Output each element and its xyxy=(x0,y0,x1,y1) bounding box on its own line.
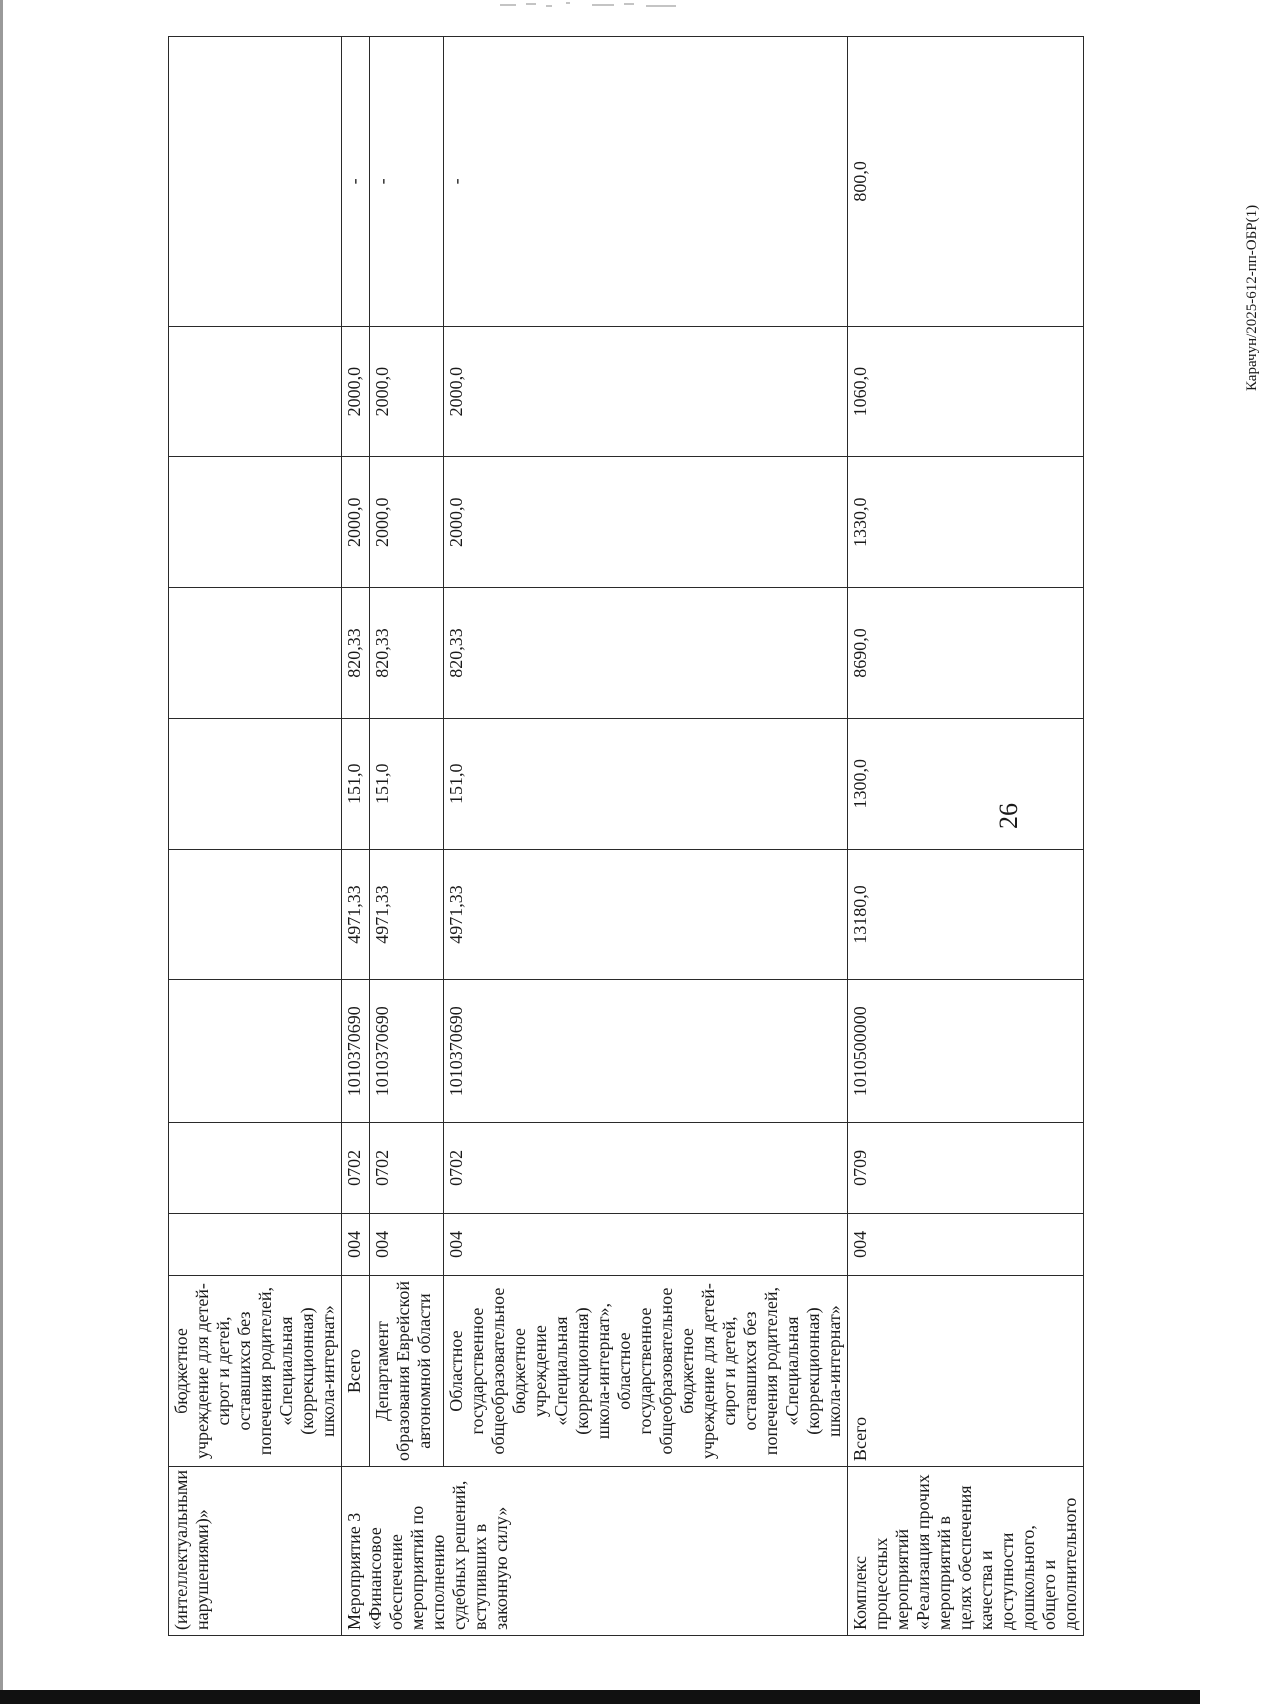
cell-value-3: 820,33 xyxy=(342,588,370,719)
cell-value-2: 151,0 xyxy=(444,718,848,849)
document-footer-code: Карачун/2025-612-пп-ОБР(1) xyxy=(1244,204,1260,391)
cell-value-1: 4971,33 xyxy=(370,849,444,980)
cell-value-3: 820,33 xyxy=(444,588,848,719)
table-row xyxy=(848,37,1084,1636)
cell-value-4: 2000,0 xyxy=(370,457,444,588)
cell-rzpr xyxy=(169,1123,342,1214)
cell-value-1: 4971,33 xyxy=(342,849,370,980)
cell-grbs xyxy=(169,1213,342,1275)
cell-csr: 1010370690 xyxy=(370,980,444,1123)
scan-edge-bottom xyxy=(0,1690,1200,1704)
cell-grbs: 004 xyxy=(342,1213,370,1275)
cell-grbs: 004 xyxy=(848,1213,1084,1275)
cell-executor: Департамент образования Еврейской автономной области xyxy=(370,1276,444,1467)
scan-edge-left xyxy=(0,0,3,1704)
cell-csr: 1010370690 xyxy=(444,980,848,1123)
cell-value-1: 13180,0 xyxy=(848,849,1084,980)
cell-value-6 xyxy=(169,37,342,327)
cell-value-6: - xyxy=(444,37,848,327)
cell-value-5: 2000,0 xyxy=(342,326,370,457)
cell-rzpr: 0709 xyxy=(848,1123,1084,1214)
cell-value-4: 1330,0 xyxy=(848,457,1084,588)
cell-value-5: 1060,0 xyxy=(848,326,1084,457)
cell-value-1: 4971,33 xyxy=(444,849,848,980)
cell-csr: 1010500000 xyxy=(848,980,1084,1123)
cell-rzpr: 0702 xyxy=(342,1123,370,1214)
cell-value-5: 2000,0 xyxy=(444,326,848,457)
cell-value-2: 151,0 xyxy=(342,718,370,849)
cell-value-3: 8690,0 xyxy=(848,588,1084,719)
cell-value-2: 1300,0 xyxy=(848,718,1084,849)
cell-value-3: 820,33 xyxy=(370,588,444,719)
cell-executor: бюджетное учреждение для детей-сирот и детей, оставшихся без попечения родителей, «Специальная (коррекционная) школа-интернат» xyxy=(169,1276,342,1467)
cell-value-5: 2000,0 xyxy=(370,326,444,457)
scan-noise xyxy=(496,0,686,12)
cell-name: Комплекс процессных мероприятий «Реализация прочих мероприятий в целях обеспечения качества и доступности дошкольного, общего и дополнительного xyxy=(848,1467,1084,1636)
cell-rzpr: 0702 xyxy=(370,1123,444,1214)
cell-value-3 xyxy=(169,588,342,719)
cell-value-2 xyxy=(169,718,342,849)
budget-table xyxy=(168,36,1084,1636)
table-row xyxy=(342,37,370,1636)
cell-grbs: 004 xyxy=(370,1213,444,1275)
cell-value-6: - xyxy=(342,37,370,327)
cell-name: (интеллектуальными нарушениями)» xyxy=(169,1467,342,1636)
rotated-page xyxy=(168,36,1260,1636)
cell-value-2: 151,0 xyxy=(370,718,444,849)
cell-value-4 xyxy=(169,457,342,588)
table-row xyxy=(169,37,342,1636)
cell-value-4: 2000,0 xyxy=(444,457,848,588)
cell-value-4: 2000,0 xyxy=(342,457,370,588)
table-row xyxy=(370,37,444,1636)
page-number: 26 xyxy=(994,803,1023,829)
cell-value-6: 800,0 xyxy=(848,37,1084,327)
cell-rzpr: 0702 xyxy=(444,1123,848,1214)
cell-csr: 1010370690 xyxy=(342,980,370,1123)
table-row xyxy=(444,37,848,1636)
cell-value-1 xyxy=(169,849,342,980)
cell-grbs: 004 xyxy=(444,1213,848,1275)
cell-value-5 xyxy=(169,326,342,457)
cell-executor: Всего xyxy=(848,1276,1084,1467)
cell-value-6: - xyxy=(370,37,444,327)
cell-executor: Областное государственное общеобразовательное бюджетное учреждение «Специальная (коррекционная) школа-интернат», областное государственное общеобразовательное бюджетное учреждение для детей-сирот и детей, оставшихся без попечения родителей, «Специальная (коррекционная) школа-интернат» xyxy=(444,1276,848,1467)
cell-executor: Всего xyxy=(342,1276,370,1467)
cell-csr xyxy=(169,980,342,1123)
cell-name: Мероприятие 3 «Финансовое обеспечение мероприятий по исполнению судебных решений, вступивших в законную силу» xyxy=(342,1467,848,1636)
